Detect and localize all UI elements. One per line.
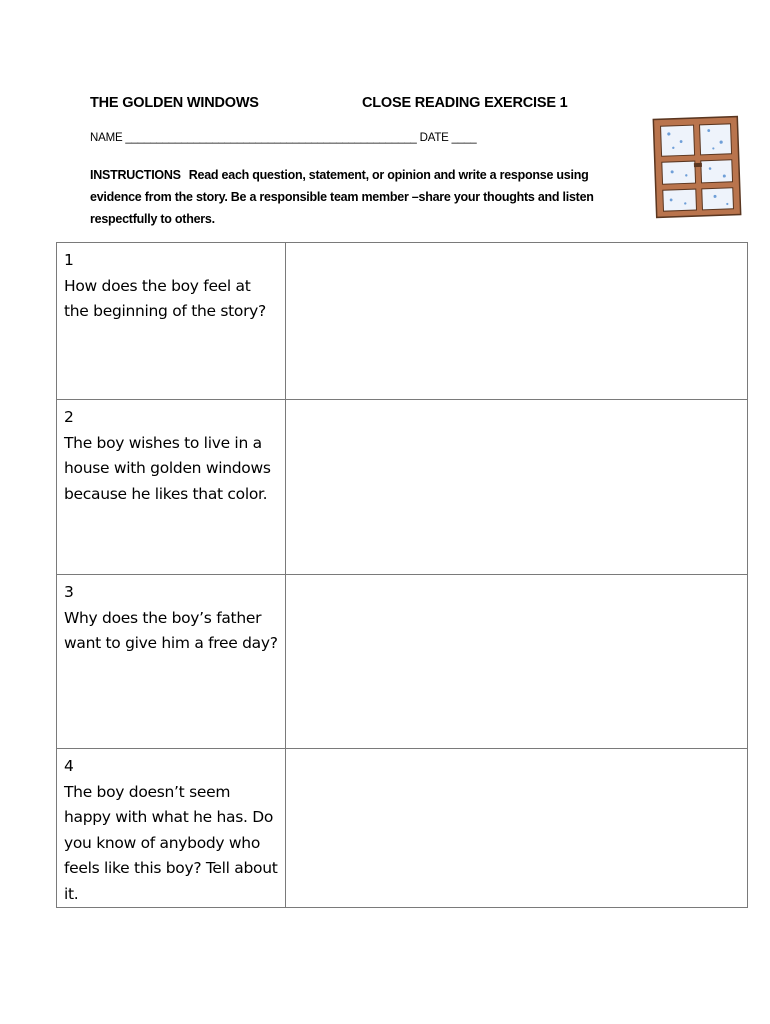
question-cell [57,243,286,400]
window-with-frost-icon [652,113,744,221]
question-text: The boy wishes to live in a house with golden windows because he likes that color. [64,433,271,503]
question-number: 4 [64,757,74,775]
question-text: The boy doesn’t seem happy with what he has. Do you know of anybody who feels like this boy? Tell about it. [64,782,278,903]
question-cell [57,575,286,749]
question-cell [57,749,286,908]
name-date-line: NAME _______________________________________________ DATE ____ [90,132,477,144]
worksheet-title: THE GOLDEN WINDOWS [90,95,259,111]
answer-cell[interactable] [286,400,748,575]
answer-cell[interactable] [286,243,748,400]
instructions [90,164,640,230]
question-number: 3 [64,583,74,601]
instructions-text: Read each question, statement, or opinion and write a response using evidence from the story. Be a responsible team member –share your thoughts and listen respectfully to others. [90,168,594,226]
answer-cell[interactable] [286,749,748,908]
question-cell [57,400,286,575]
table-row [57,243,748,400]
instructions-label: INSTRUCTIONS [90,168,181,182]
table-row [57,575,748,749]
question-text: How does the boy feel at the beginning of the story? [64,276,266,320]
title-row [90,95,610,117]
answer-cell[interactable] [286,575,748,749]
question-number: 1 [64,251,74,269]
exercise-title: CLOSE READING EXERCISE 1 [362,95,568,111]
question-number: 2 [64,408,74,426]
question-table [56,242,748,908]
question-text: Why does the boy’s father want to give him a free day? [64,608,278,652]
table-row [57,749,748,908]
table-row [57,400,748,575]
